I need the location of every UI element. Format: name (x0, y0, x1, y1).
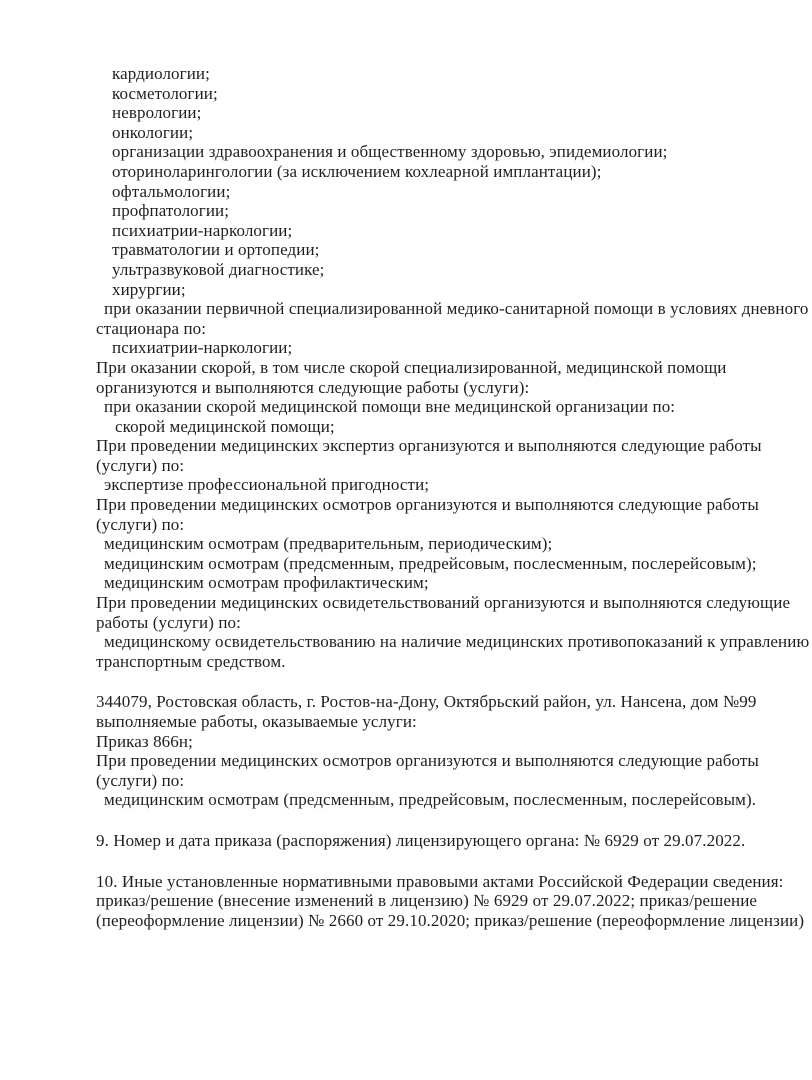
text-line: (переоформление лицензии) № 2660 от 29.10.2020; приказ/решение (переоформление лицензии) (96, 910, 805, 930)
text-line: организации здравоохранения и общественному здоровью, эпидемиологии; (112, 142, 668, 162)
text-line: приказ/решение (внесение изменений в лицензию) № 6929 от 29.07.2022; приказ/решение (96, 891, 758, 911)
document-text-block (96, 64, 810, 930)
text-line: профпатологии; (112, 201, 230, 221)
blank-line (96, 810, 776, 831)
text-line: медицинским осмотрам (предсменным, предрейсовым, послесменным, послерейсовым); (104, 553, 757, 573)
text-line: кардиологии; (112, 64, 210, 83)
text-line: при оказании первичной специализированной медико-санитарной помощи в условиях дневного (104, 299, 809, 319)
text-line: транспортным средством. (96, 651, 286, 671)
text-line: Приказ 866н; (96, 731, 193, 751)
text-line: При оказании скорой, в том числе скорой специализированной, медицинской помощи (96, 357, 727, 377)
text-line: 344079, Ростовская область, г. Ростов-на-Дону, Октябрьский район, ул. Нансена, дом №99 (96, 692, 757, 712)
text-line: медицинским осмотрам (предварительным, периодическим); (104, 534, 553, 554)
blank-line (96, 851, 776, 872)
text-line: При проведении медицинских освидетельствований организуются и выполняются следующие (96, 593, 791, 613)
text-line: 10. Иные установленные нормативными правовыми актами Российской Федерации сведения: (96, 871, 784, 891)
text-line: (услуги) по: (96, 455, 185, 475)
text-line: онкологии; (112, 122, 194, 142)
text-line: травматологии и ортопедии; (112, 240, 320, 260)
text-line: экспертизе профессиональной пригодности; (104, 475, 430, 495)
text-line: медицинским осмотрам профилактическим; (104, 573, 429, 593)
blank-line (96, 671, 776, 692)
text-line: медицинскому освидетельствованию на наличие медицинских противопоказаний к управлению (104, 632, 810, 652)
text-line: стационара по: (96, 318, 207, 338)
text-line: медицинским осмотрам (предсменным, предрейсовым, послесменным, послерейсовым). (104, 790, 757, 810)
text-line: скорой медицинской помощи; (115, 416, 335, 436)
text-line: при оказании скорой медицинской помощи вне медицинской организации по: (104, 397, 676, 417)
text-line: (услуги) по: (96, 514, 185, 534)
text-line: ультразвуковой диагностике; (112, 259, 325, 279)
text-line: При проведении медицинских осмотров организуются и выполняются следующие работы (96, 495, 759, 515)
text-line: оториноларингологии (за исключением кохлеарной имплантации); (112, 161, 602, 181)
text-line: (услуги) по: (96, 770, 185, 790)
text-line: выполняемые работы, оказываемые услуги: (96, 712, 417, 731)
text-line: косметологии; (112, 83, 218, 103)
text-line: хирургии; (112, 279, 186, 299)
text-line: офтальмологии; (112, 181, 231, 201)
text-line: 9. Номер и дата приказа (распоряжения) лицензирующего органа: № 6929 от 29.07.2022. (96, 830, 746, 850)
text-line: организуются и выполняются следующие работы (услуги): (96, 377, 530, 397)
text-line: работы (услуги) по: (96, 612, 241, 632)
text-line: психиатрии-наркологии; (112, 338, 293, 358)
text-line: неврологии; (112, 103, 202, 123)
text-line: психиатрии-наркологии; (112, 220, 293, 240)
text-line: При проведении медицинских экспертиз организуются и выполняются следующие работы (96, 436, 762, 456)
text-line: При проведении медицинских осмотров организуются и выполняются следующие работы (96, 751, 759, 771)
